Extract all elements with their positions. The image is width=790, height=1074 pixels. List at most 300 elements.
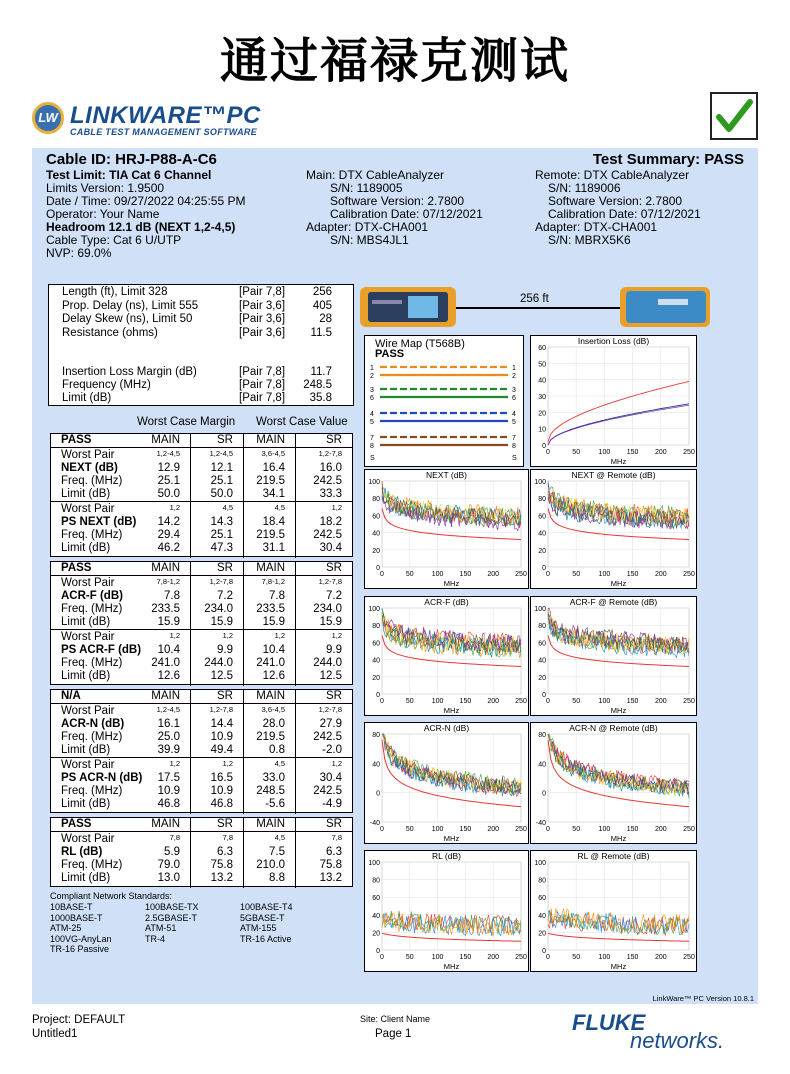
table-cell: 46.8 [210, 798, 233, 811]
table-pair: 4,5 [274, 503, 285, 513]
table-cell: RL (dB) [61, 846, 103, 858]
x-label: MHz [443, 706, 460, 715]
summary-pair: [Pair 3,6] [239, 313, 286, 325]
summary-value: 35.8 [309, 392, 332, 404]
svg-text:8: 8 [512, 443, 516, 450]
table-cell: 29.4 [157, 529, 180, 542]
table-cell: 242.5 [313, 785, 342, 798]
worst-case-margin-label: Worst Case Margin [137, 416, 236, 428]
y-tick: 0 [542, 692, 546, 699]
y-tick: 30 [538, 394, 546, 401]
standard-item: 5GBASE-T [240, 912, 285, 923]
y-tick: 60 [372, 640, 380, 648]
x-tick: 100 [598, 826, 611, 833]
table-pair: 4,5 [222, 503, 233, 513]
summary-label: Delay Skew (ns), Limit 50 [62, 313, 193, 325]
table-divider [243, 434, 244, 558]
table-cell: 13.2 [319, 872, 342, 884]
table-cell: 25.1 [210, 529, 233, 542]
standard-item: TR-4 [145, 933, 165, 944]
y-tick: 100 [368, 479, 380, 486]
table-cell: -4.9 [322, 798, 342, 811]
table-cell: 241.0 [151, 657, 180, 670]
summary-label: Prop. Delay (ns), Limit 555 [62, 299, 199, 312]
y-tick: 80 [538, 496, 546, 504]
y-tick: 50 [538, 361, 546, 369]
header-main-line: Main: DTX CableAnalyzer [306, 168, 445, 182]
summary-value: 11.5 [310, 326, 332, 339]
x-tick: 150 [626, 954, 639, 961]
summary-label: Length (ft), Limit 328 [62, 286, 168, 298]
networks-logo: networks. [630, 1028, 725, 1053]
logo-subtitle: CABLE TEST MANAGEMENT SOFTWARE [70, 127, 257, 137]
y-tick: 20 [538, 547, 546, 555]
table-cell: 17.5 [157, 772, 180, 785]
table-cell: 248.5 [256, 785, 285, 798]
y-tick: 60 [372, 513, 380, 521]
svg-text:7: 7 [512, 435, 516, 442]
x-tick: 100 [431, 954, 444, 961]
table-cell: Worst Pair [61, 503, 115, 516]
x-tick: 200 [487, 826, 500, 833]
test-summary: Test Summary: PASS [592, 151, 744, 168]
header-left-line: Cable Type: Cat 6 U/UTP [46, 233, 182, 247]
x-label: MHz [610, 706, 627, 715]
footer-site: Site: Client Name [360, 1014, 431, 1024]
table-cell: 12.6 [157, 670, 180, 683]
y-tick: 0 [542, 565, 546, 572]
standard-item: ATM-155 [240, 923, 277, 934]
table-cell: 50.0 [157, 488, 180, 500]
x-tick: 150 [459, 826, 472, 833]
table-cell: Worst Pair [61, 577, 115, 589]
standard-item: ATM-25 [50, 923, 82, 934]
x-tick: 0 [380, 698, 384, 705]
table-cell: 12.5 [210, 670, 233, 683]
y-tick: -40 [369, 820, 380, 827]
table-pair: 1,2-4,5 [156, 449, 180, 458]
svg-text:5: 5 [512, 419, 516, 426]
table-cell: 9.9 [217, 644, 233, 657]
y-tick: 100 [368, 606, 380, 613]
table-cell: 18.2 [319, 516, 342, 529]
header-main-line: S/N: MBS4JL1 [330, 233, 409, 247]
table-cell: Limit (dB) [61, 872, 111, 884]
table-divider [190, 818, 191, 888]
table-divider [190, 434, 191, 558]
chart-0 [530, 335, 697, 467]
table-divider [243, 818, 244, 888]
table-cell: 25.1 [210, 475, 233, 487]
table-cell: MAIN [151, 434, 180, 446]
table-cell: 12.6 [262, 670, 285, 683]
x-tick: 100 [598, 954, 611, 961]
y-tick: 80 [372, 732, 380, 739]
table-cell: 12.5 [319, 670, 342, 683]
table-cell: Freq. (MHz) [61, 859, 123, 871]
footer-page: Page 1 [375, 1028, 412, 1040]
table-cell: 10.9 [210, 785, 233, 798]
x-tick: 250 [515, 698, 527, 705]
summary-pair: [Pair 7,8] [239, 366, 286, 378]
y-tick: 40 [538, 912, 546, 920]
table-cell: 12.9 [157, 462, 180, 474]
table-cell: Limit (dB) [61, 670, 111, 683]
x-tick: 0 [546, 449, 550, 456]
x-tick: 100 [431, 698, 444, 705]
chart-7 [364, 850, 529, 972]
y-tick: 80 [372, 877, 380, 885]
table-cell: 7.5 [269, 846, 285, 858]
table-cell: 14.2 [157, 516, 180, 529]
table-pair: 1,2-4,5 [209, 449, 233, 458]
x-tick: 50 [572, 449, 581, 456]
table-cell: 13.0 [157, 872, 180, 884]
header-remote-line: S/N: MBRX5K6 [548, 233, 631, 247]
standard-item: TR-16 Passive [50, 944, 110, 955]
summary-label: Resistance (ohms) [62, 326, 158, 339]
x-label: MHz [443, 834, 460, 843]
svg-text:2: 2 [512, 373, 516, 380]
y-tick: 20 [538, 410, 546, 418]
x-tick: 0 [546, 954, 550, 961]
svg-text:5: 5 [370, 419, 374, 426]
table-cell: ACR-N (dB) [61, 718, 125, 730]
x-tick: 150 [459, 698, 472, 705]
summary-value: 248.5 [303, 379, 332, 391]
lw-logo-icon: LW [32, 102, 64, 134]
y-tick: 0 [542, 443, 546, 450]
standard-item: ATM-51 [145, 923, 177, 934]
table-cell: 242.5 [313, 475, 342, 487]
x-tick: 100 [598, 571, 611, 578]
cable-id: Cable ID: HRJ-P88-A-C6 [46, 151, 217, 168]
y-tick: 40 [538, 377, 546, 385]
chart-title: RL (dB) [432, 851, 461, 861]
footer-project: Project: DEFAULT [32, 1014, 126, 1026]
table-cell: 33.3 [319, 488, 342, 500]
table-cell: MAIN [256, 818, 285, 830]
table-cell: -5.6 [265, 798, 285, 811]
y-tick: 40 [372, 912, 380, 920]
table-pair: 1,2 [331, 759, 342, 769]
table-pair: 4,5 [274, 759, 285, 769]
header-remote-line: Remote: DTX CableAnalyzer [535, 168, 690, 182]
wire-map-title: Wire Map (T568B) [375, 338, 465, 350]
table-cell: 10.4 [157, 644, 180, 657]
chart-3 [364, 596, 529, 716]
table-cell: NEXT (dB) [61, 462, 118, 474]
x-label: MHz [610, 579, 627, 588]
table-pair: 1,2 [331, 631, 342, 641]
table-cell: 0.8 [269, 744, 285, 756]
table-cell: N/A [61, 690, 81, 702]
table-cell: MAIN [151, 818, 180, 830]
cable-graphic [358, 282, 752, 332]
table-divider [295, 562, 296, 686]
y-tick: 60 [538, 895, 546, 903]
table-cell: 234.0 [313, 603, 342, 615]
table-cell: 34.1 [262, 488, 285, 500]
y-tick: 40 [538, 761, 546, 769]
table-pair: 3,6-4,5 [261, 705, 285, 714]
x-tick: 200 [654, 954, 667, 961]
x-label: MHz [443, 962, 460, 971]
table-cell: Freq. (MHz) [61, 603, 123, 615]
table-divider [295, 818, 296, 888]
svg-text:S: S [512, 455, 517, 462]
y-tick: 80 [372, 623, 380, 631]
standard-item: 100BASE-TX [145, 902, 199, 912]
summary-value: 256 [312, 286, 332, 298]
table-cell: 7.2 [326, 590, 342, 602]
table-cell: PS ACR-N (dB) [61, 772, 143, 785]
table-cell: 30.4 [319, 772, 342, 785]
chart-title: ACR-F @ Remote (dB) [569, 597, 658, 607]
svg-text:6: 6 [512, 395, 516, 402]
x-tick: 250 [683, 571, 695, 578]
header-left-line: Date / Time: 09/27/2022 04:25:55 PM [46, 194, 246, 208]
y-tick: 40 [372, 761, 380, 769]
x-tick: 250 [683, 826, 695, 833]
table-divider [243, 690, 244, 814]
standard-item: 1000BASE-T [50, 912, 103, 923]
table-cell: 15.9 [157, 616, 180, 628]
x-tick: 50 [405, 571, 414, 578]
table-pair: 7,8-1,2 [156, 577, 180, 586]
table-cell: Worst Pair [61, 759, 115, 772]
summary-label: Limit (dB) [62, 392, 112, 404]
table-cell: 244.0 [204, 657, 233, 670]
header-remote-line: Calibration Date: 07/12/2021 [548, 207, 701, 221]
y-tick: 100 [534, 479, 546, 486]
table-cell: MAIN [151, 562, 180, 574]
results-table [50, 561, 353, 685]
table-cell: Freq. (MHz) [61, 731, 123, 743]
svg-text:S: S [370, 455, 375, 462]
standard-item: TR-16 Active [240, 933, 292, 944]
x-tick: 200 [487, 571, 500, 578]
y-tick: -40 [535, 820, 546, 827]
y-tick: 80 [538, 732, 546, 739]
x-tick: 0 [546, 826, 550, 833]
table-cell: 16.0 [319, 462, 342, 474]
svg-text:7: 7 [370, 435, 374, 442]
table-cell: MAIN [151, 690, 180, 702]
table-cell: PASS [61, 818, 92, 830]
table-cell: 15.9 [262, 616, 285, 628]
table-cell: 33.0 [262, 772, 285, 785]
x-tick: 250 [515, 826, 527, 833]
table-divider [243, 562, 244, 686]
x-tick: 50 [572, 826, 581, 833]
svg-text:2: 2 [370, 373, 374, 380]
x-tick: 100 [431, 571, 444, 578]
x-tick: 150 [459, 571, 472, 578]
table-pair: 3,6-4,5 [261, 449, 285, 458]
chart-6 [530, 722, 697, 844]
table-pair: 7,8 [169, 833, 180, 842]
summary-pair: [Pair 3,6] [239, 326, 286, 339]
y-tick: 20 [372, 547, 380, 555]
table-cell: 25.0 [157, 731, 180, 743]
table-cell: ACR-F (dB) [61, 590, 123, 602]
table-cell: 10.4 [262, 644, 285, 657]
y-tick: 100 [368, 860, 380, 867]
table-pair: 1,2 [169, 759, 180, 769]
page-title: 通过福禄克测试 [219, 33, 570, 89]
table-cell: 49.4 [210, 744, 233, 756]
table-cell: SR [326, 434, 342, 446]
y-tick: 100 [534, 860, 546, 867]
table-cell: 50.0 [210, 488, 233, 500]
y-tick: 100 [534, 606, 546, 613]
standard-item: 10BASE-T [50, 902, 93, 912]
chart-5 [364, 722, 529, 844]
x-tick: 250 [515, 954, 527, 961]
summary-pair: [Pair 7,8] [239, 392, 286, 404]
table-pair: 7,8-1,2 [261, 577, 285, 586]
chart-title: NEXT @ Remote (dB) [571, 470, 656, 480]
x-tick: 0 [546, 698, 550, 705]
table-pair: 1,2-7,8 [318, 705, 342, 714]
standard-item: 100BASE-T4 [240, 902, 293, 912]
pass-check-icon [710, 92, 758, 140]
table-pair: 1,2 [274, 631, 285, 641]
table-cell: 9.9 [326, 644, 342, 657]
x-tick: 0 [380, 826, 384, 833]
header-remote-line: S/N: 1189006 [548, 181, 621, 195]
x-label: MHz [443, 579, 460, 588]
table-cell: 219.5 [256, 475, 285, 487]
table-cell: 39.9 [157, 744, 180, 756]
y-tick: 20 [538, 930, 546, 938]
worst-case-value-label: Worst Case Value [256, 416, 348, 428]
y-tick: 80 [538, 623, 546, 631]
table-cell: 219.5 [256, 731, 285, 743]
y-tick: 80 [538, 877, 546, 885]
svg-text:3: 3 [370, 387, 374, 394]
table-cell: MAIN [256, 562, 285, 574]
table-rule [51, 831, 352, 832]
x-tick: 50 [405, 954, 414, 961]
table-cell: 25.1 [157, 475, 180, 487]
fluke-logo: FLUKE [572, 1010, 646, 1035]
summary-pair: [Pair 7,8] [239, 286, 286, 298]
summary-pair: [Pair 3,6] [239, 299, 286, 312]
table-cell: SR [326, 562, 342, 574]
x-label: MHz [610, 457, 627, 466]
table-pair: 1,2 [169, 631, 180, 641]
table-cell: 16.4 [262, 462, 285, 474]
table-cell: Limit (dB) [61, 616, 111, 628]
table-cell: 242.5 [313, 529, 342, 542]
y-tick: 0 [542, 948, 546, 955]
table-cell: 75.8 [210, 859, 233, 871]
header-main-line: Calibration Date: 07/12/2021 [330, 207, 483, 221]
table-pair: 1,2 [222, 759, 233, 769]
table-rule [51, 757, 352, 758]
svg-text:8: 8 [370, 443, 374, 450]
version-label: LinkWare™ PC Version 10.8.1 [652, 994, 754, 1003]
table-pair: 1,2-7,8 [318, 577, 342, 586]
header-remote-line: Adapter: DTX-CHA001 [535, 220, 658, 234]
y-tick: 40 [372, 530, 380, 538]
table-rule [51, 703, 352, 704]
header-left-line: Test Limit: TIA Cat 6 Channel [46, 168, 212, 182]
table-pair: 4,5 [274, 833, 285, 842]
x-tick: 250 [683, 954, 695, 961]
table-cell: Limit (dB) [61, 488, 111, 500]
header-main-line: Software Version: 2.7800 [330, 194, 465, 208]
table-cell: 219.5 [256, 529, 285, 542]
table-divider [190, 562, 191, 686]
y-tick: 40 [372, 657, 380, 665]
table-cell: Freq. (MHz) [61, 475, 123, 487]
x-tick: 150 [626, 698, 639, 705]
x-tick: 0 [380, 571, 384, 578]
y-tick: 0 [376, 948, 380, 955]
results-table [50, 817, 353, 887]
table-cell: PS ACR-F (dB) [61, 644, 142, 657]
summary-value: 11.7 [310, 366, 332, 378]
table-cell: -2.0 [322, 744, 342, 756]
x-tick: 200 [487, 954, 500, 961]
svg-text:1: 1 [370, 365, 374, 372]
chart-title: Insertion Loss (dB) [577, 336, 650, 346]
table-cell: SR [326, 690, 342, 702]
table-divider [190, 690, 191, 814]
table-rule [51, 629, 352, 630]
table-cell: PASS [61, 562, 92, 574]
table-cell: 47.3 [210, 542, 233, 555]
header-remote-line: Software Version: 2.7800 [548, 194, 683, 208]
y-tick: 10 [538, 426, 546, 434]
y-tick: 0 [542, 790, 546, 798]
table-cell: Worst Pair [61, 449, 115, 461]
table-cell: MAIN [256, 434, 285, 446]
footer-untitled: Untitled1 [32, 1028, 78, 1040]
header-left-line: Headroom 12.1 dB (NEXT 1,2-4,5) [46, 220, 236, 234]
table-cell: SR [217, 818, 233, 830]
table-rule [51, 501, 352, 502]
table-cell: 8.8 [269, 872, 285, 884]
table-pair: 1,2-7,8 [209, 577, 233, 586]
x-tick: 200 [487, 698, 500, 705]
table-pair: 1,2 [331, 503, 342, 513]
y-tick: 60 [538, 345, 546, 352]
x-tick: 150 [459, 954, 472, 961]
wire-map-status: PASS [375, 348, 405, 360]
x-tick: 250 [515, 571, 527, 578]
table-cell: 15.9 [210, 616, 233, 628]
table-cell: 14.3 [210, 516, 233, 529]
svg-text:4: 4 [512, 411, 516, 418]
table-rule [51, 575, 352, 576]
table-cell: 6.3 [217, 846, 233, 858]
table-cell: 15.9 [319, 616, 342, 628]
x-tick: 50 [405, 826, 414, 833]
table-cell: 210.0 [256, 859, 285, 871]
y-tick: 40 [538, 657, 546, 665]
chart-1 [364, 469, 529, 589]
y-tick: 80 [372, 496, 380, 504]
x-tick: 50 [405, 698, 414, 705]
y-tick: 60 [538, 640, 546, 648]
x-tick: 200 [654, 571, 667, 578]
table-cell: 30.4 [319, 542, 342, 555]
table-cell: Freq. (MHz) [61, 657, 123, 670]
